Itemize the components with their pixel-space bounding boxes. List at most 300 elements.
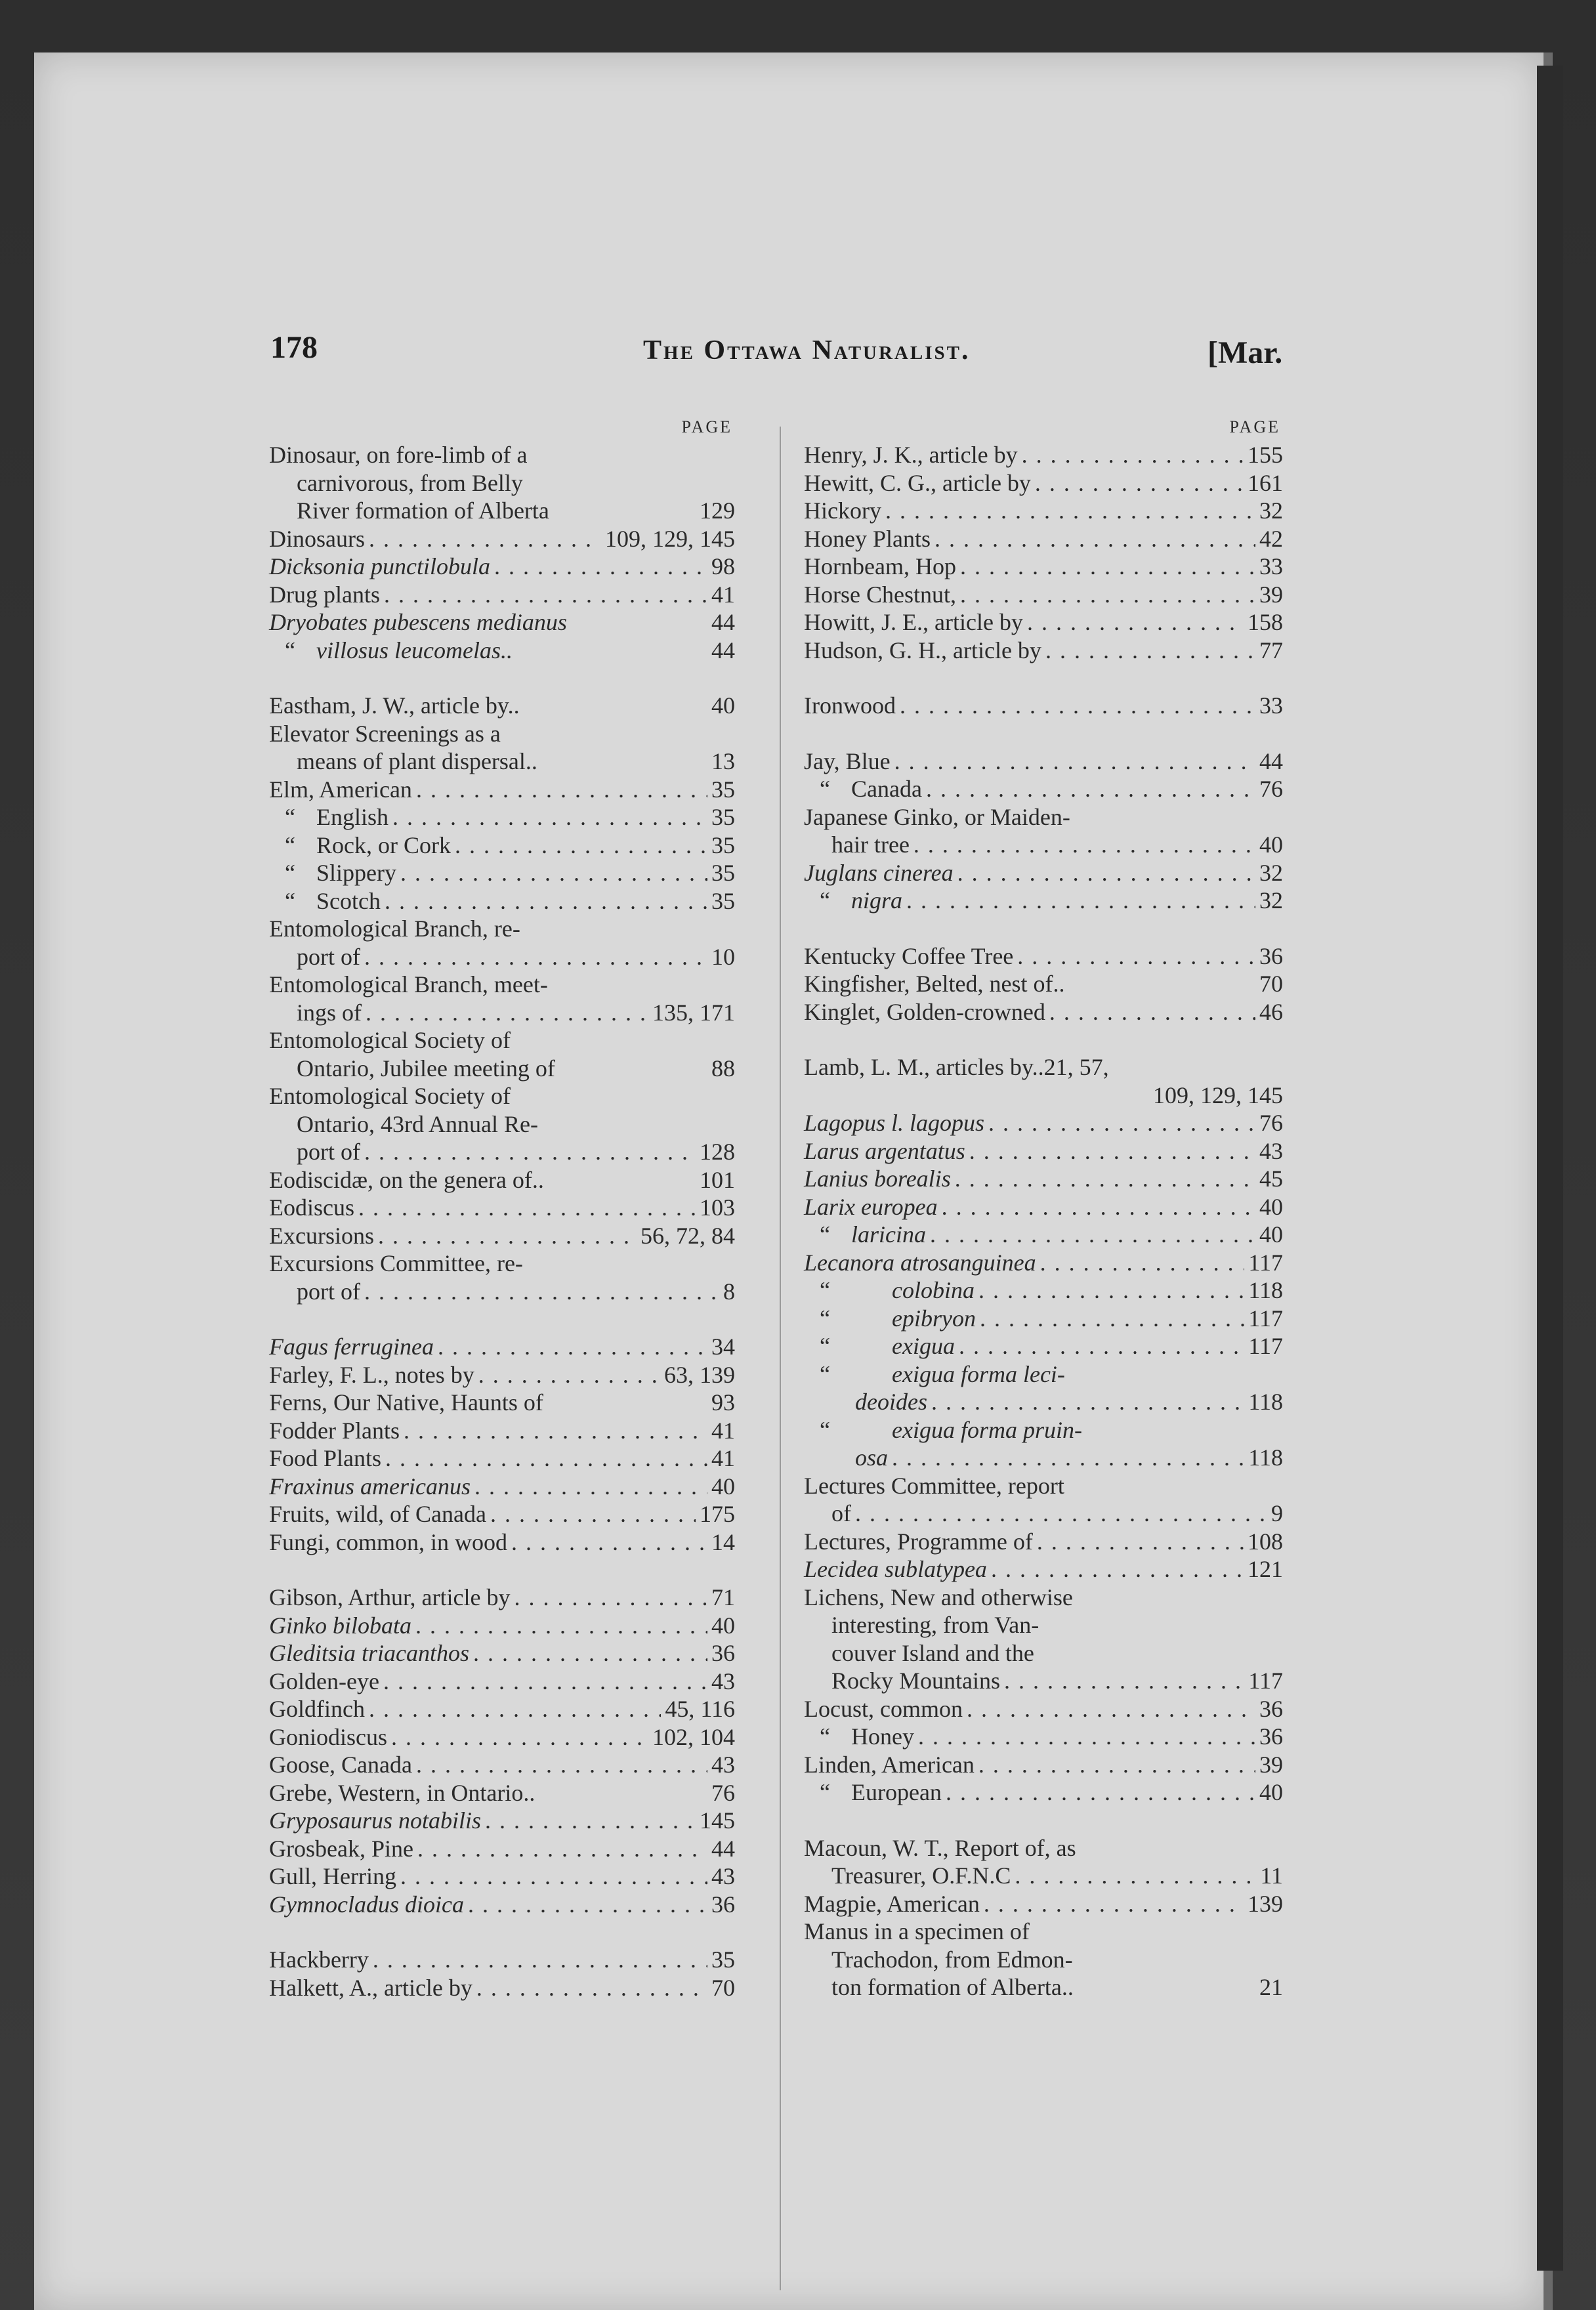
index-entry: [804, 1778, 1283, 1807]
entry-text: ton formation of Alberta..: [831, 1974, 1074, 2000]
entry-text: Lecidea sublatypea: [804, 1556, 987, 1582]
ditto-mark: “: [285, 887, 295, 914]
entry-text: Scotch: [316, 887, 381, 914]
entry-text: Grosbeak, Pine: [269, 1835, 413, 1862]
dot-leader: [415, 1612, 707, 1640]
index-entry: [269, 525, 735, 553]
entry-text: exigua: [892, 1333, 955, 1359]
index-entry: [269, 859, 735, 887]
page-reference: 35: [711, 1946, 735, 1973]
page-reference: 70: [711, 1974, 735, 2001]
page-reference: 45, 116: [665, 1696, 735, 1722]
section-gap: [804, 915, 1283, 942]
entry-text: Ginko bilobata: [269, 1612, 411, 1639]
entry-text: Eodiscidæ, on the genera of..: [269, 1166, 544, 1193]
page-reference: 63, 139: [664, 1361, 735, 1388]
index-entry: [804, 525, 1283, 553]
page-reference: 109, 129, 145: [605, 525, 735, 552]
entry-text: Goldfinch: [269, 1696, 365, 1722]
page-reference: 117: [1248, 1333, 1283, 1359]
ditto-mark: “: [820, 1333, 830, 1359]
entry-text: Lichens, New and otherwise: [804, 1584, 1073, 1610]
column-divider: [780, 427, 781, 2290]
entry-text: Goose, Canada: [269, 1752, 412, 1778]
index-entry: [804, 1332, 1283, 1360]
index-entry: [804, 1611, 1283, 1639]
page-reference: 155: [1248, 442, 1283, 468]
page-reference: 139: [1248, 1890, 1283, 1917]
page-reference: 42: [1259, 525, 1283, 552]
index-entry: [269, 1278, 735, 1306]
index-entry: [804, 1249, 1283, 1277]
ditto-mark: “: [820, 1305, 830, 1332]
index-entry: [269, 469, 735, 497]
page-reference: 41: [711, 1445, 735, 1471]
ditto-mark: “: [285, 860, 295, 886]
dot-leader: [892, 1444, 1244, 1472]
page-reference: 39: [1259, 1751, 1283, 1778]
entry-text: Howitt, J. E., article by: [804, 609, 1023, 635]
dot-leader: [385, 887, 707, 915]
dot-leader: [511, 1528, 707, 1557]
dot-leader: [906, 887, 1255, 915]
index-entry: [804, 1082, 1283, 1110]
page-reference: 33: [1259, 692, 1283, 719]
dot-leader: [894, 747, 1255, 776]
page-reference: 41: [711, 581, 735, 608]
entry-text: of: [831, 1500, 851, 1526]
page-reference: 118: [1248, 1444, 1283, 1471]
dot-leader: [384, 581, 707, 609]
page-reference: 13: [711, 748, 735, 774]
dot-leader: [383, 1668, 707, 1696]
entry-text: Fagus ferruginea: [269, 1334, 434, 1360]
index-entry: [804, 692, 1283, 720]
entry-text: Henry, J. K., article by: [804, 442, 1018, 468]
index-entry: [804, 1639, 1283, 1668]
index-entry: [804, 1862, 1283, 1890]
ditto-mark: “: [820, 1723, 830, 1750]
entry-text: Eastham, J. W., article by..: [269, 692, 520, 719]
ditto-mark: “: [820, 1360, 830, 1387]
dot-leader: [473, 1639, 707, 1668]
index-entry: [269, 1891, 735, 1919]
dot-leader: [900, 692, 1255, 720]
entry-text: Kinglet, Golden-crowned: [804, 998, 1045, 1025]
page-reference: 117: [1248, 1305, 1283, 1332]
index-entry: [269, 831, 735, 860]
entry-text: Kentucky Coffee Tree: [804, 942, 1014, 969]
page-reference: 102, 104: [652, 1723, 735, 1750]
page-reference: 128: [700, 1139, 735, 1165]
dot-leader: [960, 553, 1255, 581]
entry-text: carnivorous, from Belly: [297, 469, 523, 496]
page-column-label: PAGE: [681, 417, 732, 436]
entry-text: Dryobates pubescens medianus: [269, 609, 567, 635]
index-entry: [269, 915, 735, 943]
entry-text: exigua forma pruin-: [892, 1416, 1082, 1443]
page-reference: 103: [700, 1194, 735, 1221]
entry-text: Larix europea: [804, 1193, 938, 1220]
entry-text: Canada: [851, 776, 922, 802]
page-reference: 158: [1248, 609, 1283, 635]
index-entry: [269, 999, 735, 1027]
index-entry: [804, 775, 1283, 803]
entry-text: port of: [297, 1278, 360, 1305]
section-gap: [804, 1026, 1283, 1053]
page-reference: 36: [1259, 942, 1283, 969]
index-entry: [269, 441, 735, 469]
page-reference: 145: [700, 1807, 735, 1834]
page-reference: 43: [711, 1752, 735, 1778]
index-entry: [804, 1890, 1283, 1918]
page-reference: 161: [1248, 469, 1283, 496]
entry-text: hair tree: [831, 831, 910, 858]
page-reference: 175: [700, 1501, 735, 1527]
index-entry: [804, 1193, 1283, 1221]
entry-text: Halkett, A., article by: [269, 1974, 472, 2001]
page-reference: 76: [1259, 776, 1283, 802]
index-entry: [269, 553, 735, 581]
page-reference: 88: [711, 1055, 735, 1082]
page-reference: 56, 72, 84: [640, 1222, 735, 1249]
page-reference: 43: [1259, 1137, 1283, 1164]
entry-text: Gryposaurus notabilis: [269, 1807, 482, 1834]
entry-text: Entomological Society of: [269, 1083, 511, 1109]
entry-text: Larus argentatus: [804, 1137, 965, 1164]
dot-leader: [385, 1444, 707, 1473]
page-reference: 35: [711, 776, 735, 803]
index-entry: [269, 1668, 735, 1696]
page-reference: 44: [711, 609, 735, 635]
index-entry: [269, 971, 735, 999]
page-reference: 36: [1259, 1723, 1283, 1750]
page-reference: 45: [1259, 1166, 1283, 1192]
page-reference: 40: [1259, 1193, 1283, 1220]
entry-text: Honey Plants: [804, 525, 931, 552]
dot-leader: [1045, 637, 1255, 665]
page-reference: 71: [711, 1584, 735, 1610]
entry-text: osa: [855, 1444, 889, 1471]
entry-text: Hackberry: [269, 1946, 369, 1973]
index-entry: [269, 497, 735, 525]
dot-leader: [930, 1221, 1255, 1249]
index-entry: [804, 1305, 1283, 1333]
entry-text: Grebe, Western, in Ontario..: [269, 1779, 536, 1806]
page-reference: 36: [711, 1640, 735, 1666]
page-reference: 43: [711, 1668, 735, 1694]
entry-text: interesting, from Van-: [831, 1612, 1040, 1638]
dot-leader: [1017, 942, 1255, 971]
dot-leader: [392, 803, 707, 831]
entry-text: Entomological Branch, meet-: [269, 971, 548, 998]
dot-leader: [1037, 1528, 1244, 1556]
index-entry: [804, 859, 1283, 887]
entry-text: Elevator Screenings as a: [269, 720, 501, 747]
entry-text: ings of: [297, 999, 362, 1026]
entry-text: deoides: [855, 1389, 927, 1415]
page-reference: 40: [1259, 1221, 1283, 1248]
index-entry: [804, 581, 1283, 609]
index-entry: [804, 637, 1283, 665]
page-reference: 35: [711, 860, 735, 886]
entry-text: Gull, Herring: [269, 1863, 396, 1889]
entry-text: Fruits, wild, of Canada: [269, 1501, 486, 1527]
index-column-right: [804, 413, 1283, 2002]
dot-leader: [931, 1388, 1244, 1416]
index-entry: [269, 1473, 735, 1501]
ditto-mark: “: [820, 1416, 830, 1443]
dot-leader: [1004, 1667, 1244, 1695]
page-reference: 40: [711, 1473, 735, 1500]
index-entry: [804, 831, 1283, 859]
index-entry: [804, 1584, 1283, 1612]
dot-leader: [404, 1417, 707, 1445]
entry-text: Slippery: [316, 860, 396, 886]
entry-text: River formation of Alberta: [297, 497, 549, 524]
entry-text: villosus leucomelas..: [316, 637, 513, 663]
index-entry: [804, 1667, 1283, 1695]
index-entry: [269, 1110, 735, 1139]
index-entry: [804, 1360, 1283, 1389]
index-entry: [269, 747, 735, 776]
index-entry: [804, 1751, 1283, 1779]
book-page: [34, 52, 1544, 2310]
index-entry: [269, 1946, 735, 1974]
index-entry: [804, 747, 1283, 776]
index-entry: [269, 1612, 735, 1640]
dot-leader: [373, 1946, 707, 1974]
dot-leader: [926, 775, 1255, 803]
dot-leader: [364, 1278, 719, 1306]
journal-title: The Ottawa Naturalist.: [643, 335, 971, 366]
dot-leader: [494, 553, 707, 581]
index-entry: [804, 1555, 1283, 1584]
dot-leader: [416, 1751, 707, 1779]
entry-text: Hudson, G. H., article by: [804, 637, 1041, 663]
page-reference: 32: [1259, 859, 1283, 886]
index-entry: [804, 1388, 1283, 1416]
entry-text: Lectures, Programme of: [804, 1528, 1033, 1555]
index-entry: [804, 441, 1283, 469]
entry-text: Macoun, W. T., Report of, as: [804, 1834, 1076, 1861]
entry-text: Locust, common: [804, 1695, 963, 1722]
index-entry: [269, 637, 735, 665]
entry-text: couver Island and the: [831, 1639, 1034, 1666]
page-reference: 40: [1259, 1779, 1283, 1805]
dot-leader: [391, 1723, 648, 1752]
dot-leader: [980, 1305, 1244, 1333]
index-entry: [269, 1695, 735, 1723]
entry-text: Gleditsia triacanthos: [269, 1640, 469, 1666]
index-entry: [269, 943, 735, 971]
index-entry: [269, 1250, 735, 1278]
index-entry: [269, 1361, 735, 1389]
index-entry: [804, 1109, 1283, 1137]
issue-marker: [Mar.: [1208, 335, 1283, 370]
entry-text: Golden-eye: [269, 1668, 379, 1694]
dot-leader: [978, 1276, 1244, 1305]
page-reference: 43: [711, 1863, 735, 1889]
page-reference: 93: [711, 1389, 735, 1416]
running-header: [236, 315, 1286, 368]
dot-leader: [988, 1109, 1255, 1137]
entry-text: Jay, Blue: [804, 747, 891, 774]
entry-text: Trachodon, from Edmon-: [831, 1946, 1073, 1973]
page-reference: 40: [1259, 831, 1283, 858]
dot-leader: [400, 1862, 707, 1891]
dot-leader: [959, 1332, 1244, 1360]
index-entry: [804, 1528, 1283, 1556]
dot-leader: [438, 1333, 707, 1361]
dot-leader: [934, 525, 1255, 553]
dot-leader: [991, 1555, 1244, 1584]
index-entry: [804, 1165, 1283, 1193]
dot-leader: [366, 999, 648, 1027]
ditto-mark: “: [820, 1779, 830, 1805]
section-gap: [804, 1807, 1283, 1834]
index-entry: [804, 1946, 1283, 1974]
page-reference: 40: [711, 692, 735, 719]
dot-leader: [969, 1137, 1255, 1166]
section-gap: [269, 1556, 735, 1584]
dot-leader: [490, 1500, 696, 1528]
dot-leader: [485, 1807, 696, 1835]
entry-text: nigra: [851, 887, 903, 914]
index-entry: [804, 608, 1283, 637]
index-entry: [269, 692, 735, 720]
entry-text: Lectures Committee, report: [804, 1472, 1064, 1499]
index-entry: [804, 1416, 1283, 1444]
entry-text: Juglans cinerea: [804, 859, 954, 886]
entry-text: Fraxinus americanus: [269, 1473, 471, 1500]
dot-leader: [364, 943, 707, 971]
entry-text: Lecanora atrosanguinea: [804, 1249, 1036, 1276]
index-entry: [269, 1639, 735, 1668]
index-entry: [269, 1166, 735, 1194]
ditto-mark: “: [285, 831, 295, 858]
ditto-mark: “: [820, 1221, 830, 1248]
entry-text: Hewitt, C. G., article by: [804, 469, 1031, 496]
dot-leader: [378, 1222, 637, 1250]
page-reference: 129: [700, 497, 735, 524]
index-entry: [269, 1444, 735, 1473]
entry-text: Excursions Committee, re-: [269, 1250, 523, 1276]
entry-text: means of plant dispersal..: [297, 748, 537, 774]
entry-text: Treasurer, O.F.N.C: [831, 1862, 1011, 1889]
entry-text: English: [316, 804, 389, 830]
index-entry: [269, 1194, 735, 1222]
index-entry: [804, 1500, 1283, 1528]
entry-text: Gibson, Arthur, article by: [269, 1584, 511, 1610]
entry-text: colobina: [892, 1277, 975, 1303]
page-reference: 35: [711, 831, 735, 858]
index-entry: [804, 1723, 1283, 1751]
page-column-label: PAGE: [1229, 417, 1280, 436]
dot-leader: [417, 1835, 707, 1863]
dot-leader: [364, 1138, 696, 1166]
dot-leader: [468, 1891, 707, 1919]
page-reference: 9: [1271, 1500, 1283, 1526]
index-entry: [269, 720, 735, 748]
entry-text: Ontario, Jubilee meeting of: [297, 1055, 555, 1082]
index-entry: [804, 1137, 1283, 1166]
page-reference: 32: [1259, 497, 1283, 524]
entry-text: Ironwood: [804, 692, 896, 719]
ditto-mark: “: [820, 776, 830, 802]
page-reference: 109, 129, 145: [1153, 1082, 1283, 1108]
ditto-mark: “: [820, 887, 830, 914]
page-reference: 117: [1248, 1249, 1283, 1276]
page-reference: 117: [1248, 1668, 1283, 1694]
page-reference: 35: [711, 804, 735, 830]
page-reference: 11: [1260, 1862, 1283, 1889]
page-reference: 21: [1259, 1974, 1283, 2000]
page-reference: 34: [711, 1334, 735, 1360]
page-reference: 14: [711, 1528, 735, 1555]
dot-leader: [478, 1361, 660, 1389]
entry-text: laricina: [851, 1221, 926, 1248]
dot-leader: [474, 1473, 707, 1501]
index-entry: [269, 1723, 735, 1752]
index-entry: [269, 1417, 735, 1445]
page-reference: 35: [711, 887, 735, 914]
page-reference: 39: [1259, 581, 1283, 608]
entry-text: Linden, American: [804, 1751, 975, 1778]
index-entry: [269, 1138, 735, 1166]
page-reference: 8: [723, 1278, 735, 1305]
dot-leader: [1035, 469, 1244, 497]
entry-text: Eodiscus: [269, 1194, 354, 1221]
index-entry: [269, 1500, 735, 1528]
index-entry: [804, 497, 1283, 525]
index-entry: [804, 1834, 1283, 1862]
index-entry: [804, 1918, 1283, 1946]
page-reference: 36: [1259, 1695, 1283, 1722]
index-entry: [804, 469, 1283, 497]
entry-text: epibryon: [892, 1305, 976, 1332]
page-reference: 44: [1259, 747, 1283, 774]
entry-text: Rock, or Cork: [316, 831, 451, 858]
entry-text: exigua forma leci-: [892, 1360, 1065, 1387]
dot-leader: [514, 1584, 708, 1612]
index-entry: [269, 1835, 735, 1863]
entry-text: Hickory: [804, 497, 881, 524]
entry-text: Rocky Mountains: [831, 1668, 1000, 1694]
index-entry: [269, 1862, 735, 1891]
dot-leader: [1027, 608, 1244, 637]
page-reference: 98: [711, 553, 735, 579]
index-entry: [269, 803, 735, 831]
dot-leader: [358, 1194, 696, 1222]
entry-text: Dicksonia punctilobula: [269, 553, 490, 579]
entry-text: Ontario, 43rd Annual Re-: [297, 1110, 538, 1137]
index-entry: [269, 608, 735, 637]
index-entry: [804, 1695, 1283, 1723]
page-reference: 135, 171: [652, 999, 735, 1026]
entry-text: Excursions: [269, 1222, 374, 1249]
page-reference: 101: [700, 1166, 735, 1193]
entry-text: port of: [297, 943, 360, 970]
page-reference: 32: [1259, 887, 1283, 914]
dot-leader: [416, 776, 707, 804]
index-entry: [804, 553, 1283, 581]
entry-text: Goniodiscus: [269, 1723, 387, 1750]
entry-text: European: [851, 1779, 942, 1805]
dot-leader: [455, 831, 707, 860]
dot-leader: [942, 1193, 1255, 1221]
section-gap: [269, 1305, 735, 1333]
